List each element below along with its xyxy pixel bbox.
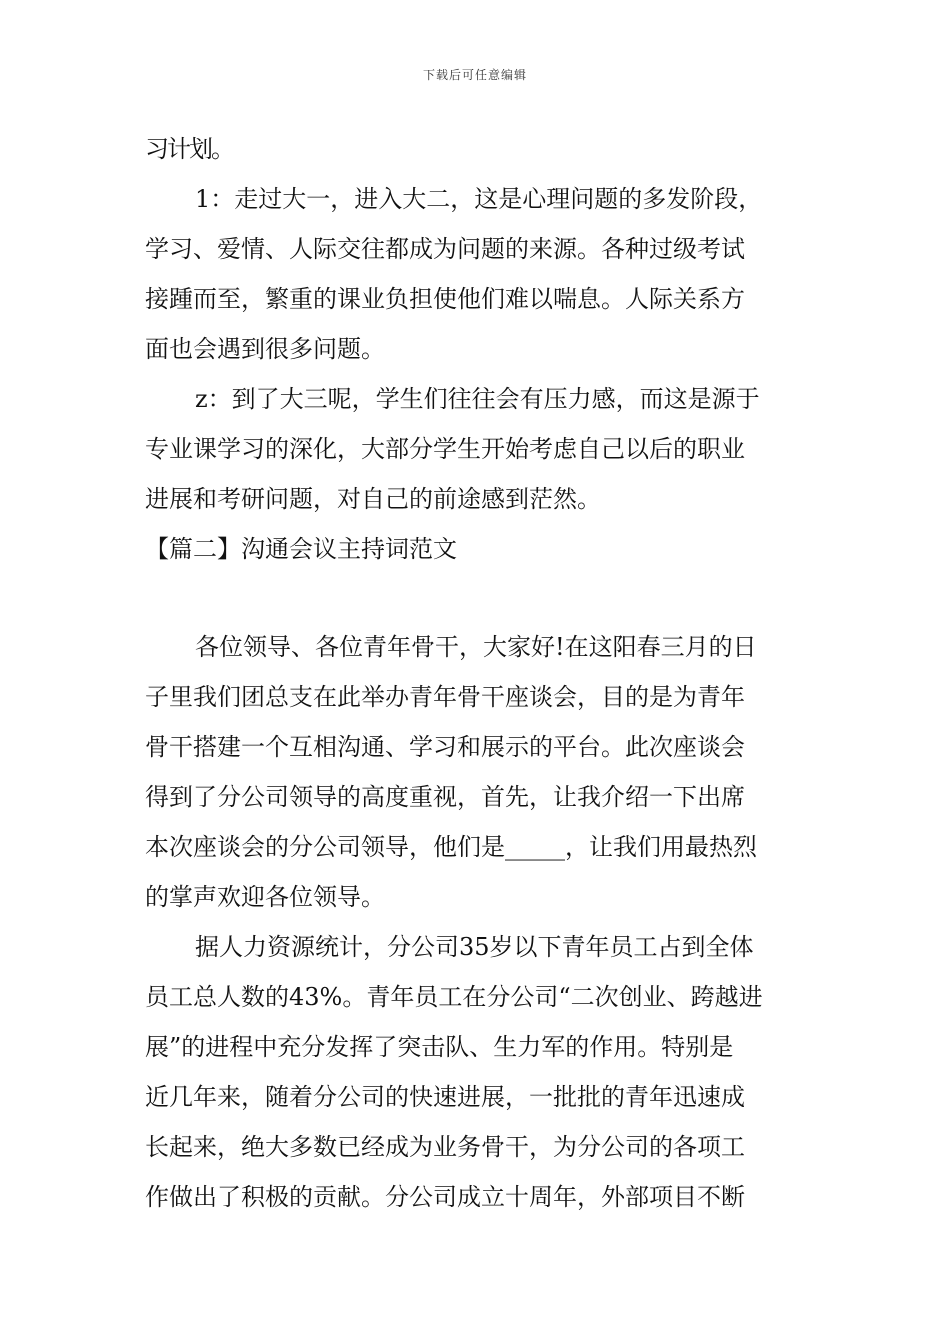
text-line: 1：走过大一，进入大二，这是心理问题的多发阶段， (195, 185, 763, 213)
text-line: z：到了大三呢，学生们往往会有压力感，而这是源于 (195, 385, 760, 413)
text-line: 接踵而至，繁重的课业负担使他们难以喘息。人际关系方 (145, 285, 745, 313)
text-line: 子里我们团总支在此举办青年骨干座谈会，目的是为青年 (145, 683, 745, 711)
text-line: 面也会遇到很多问题。 (145, 335, 385, 363)
section-heading: 【篇二】沟通会议主持词范文 (145, 535, 457, 563)
text-line: 得到了分公司领导的高度重视，首先，让我介绍一下出席 (145, 783, 745, 811)
text-line: 学习、爱情、人际交往都成为问题的来源。各种过级考试 (145, 235, 745, 263)
text-line: 专业课学习的深化，大部分学生开始考虑自己以后的职业 (145, 435, 745, 463)
text-line: 展”的进程中充分发挥了突击队、生力军的作用。特别是 (145, 1033, 734, 1061)
text-line: 员工总人数的43%。青年员工在分公司“二次创业、跨越进 (145, 983, 763, 1011)
text-line: 的掌声欢迎各位领导。 (145, 883, 385, 911)
text-line: 进展和考研问题，对自己的前途感到茫然。 (145, 485, 601, 513)
text-line: 据人力资源统计，分公司35岁以下青年员工占到全体 (195, 933, 754, 961)
text-line: 各位领导、各位青年骨干，大家好!在这阳春三月的日 (195, 633, 757, 661)
text-line: 习计划。 (145, 135, 233, 163)
text-line: 长起来，绝大多数已经成为业务骨干，为分公司的各项工 (145, 1133, 745, 1161)
text-line: 骨干搭建一个互相沟通、学习和展示的平台。此次座谈会 (145, 733, 745, 761)
text-line: 作做出了积极的贡献。分公司成立十周年，外部项目不断 (145, 1183, 745, 1211)
text-line: 本次座谈会的分公司领导，他们是_____，让我们用最热烈 (145, 833, 757, 861)
text-line: 近几年来，随着分公司的快速进展，一批批的青年迅速成 (145, 1083, 745, 1111)
page-header-note: 下载后可任意编辑 (422, 68, 527, 82)
